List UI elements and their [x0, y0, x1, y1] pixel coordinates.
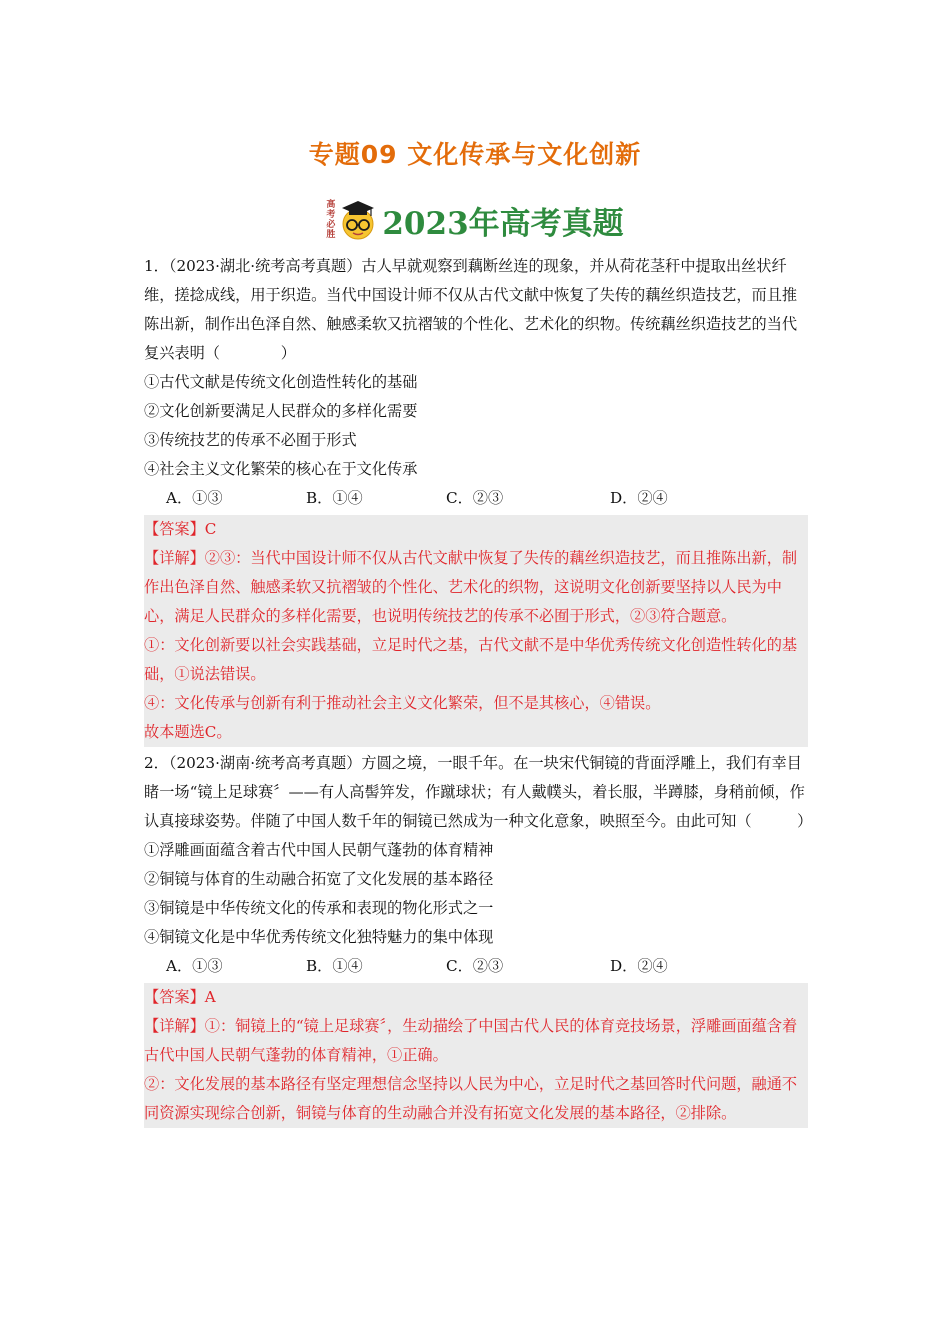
- explanation-paragraph: 【详解】②③：当代中国设计师不仅从古代文献中恢复了失传的藕丝织造技艺，而且推陈出新，制作出色泽自然、触感柔软又抗褶皱的个性化、艺术化的织物，这说明文化创新要坚持以人民为中心，满足人民群众的多样化需要，也说明传统技艺的传承不必囿于形式，②③符合题意。: [144, 549, 798, 625]
- explanation-paragraph: ④：文化传承与创新有利于推动社会主义文化繁荣，但不是其核心，④错误。: [144, 694, 661, 712]
- answer-options: [144, 484, 808, 513]
- choice-item: ④社会主义文化繁荣的核心在于文化传承: [144, 460, 418, 478]
- choice-item: ④铜镜文化是中华优秀传统文化独特魅力的集中体现: [144, 928, 494, 946]
- option-b: B．①④: [306, 489, 363, 507]
- exam-logo: [326, 198, 378, 242]
- choice-item: ③铜镜是中华传统文化的传承和表现的物化形式之一: [144, 899, 494, 917]
- option-d: D．②④: [610, 489, 668, 507]
- explanation-paragraph: ①：文化创新要以社会实践基础，立足时代之基，古代文献不是中华优秀传统文化创造性转化的基础，①说法错误。: [144, 636, 798, 683]
- question-stem: 1．（2023·湖北·统考高考真题）古人早就观察到藕断丝连的现象，并从荷花茎秆中提取出丝状纤维，搓捻成线，用于织造。当代中国设计师不仅从古代文献中恢复了失传的藕丝织造技艺，而且推陈出新，制作出色泽自然、触感柔软又抗褶皱的个性化、艺术化的织物。传统藕丝织造技艺的当代复兴表明（ ）: [144, 257, 798, 362]
- option-c: C．②③: [446, 489, 504, 507]
- answer-explanation-box: [144, 515, 808, 747]
- banner-heading: 2023年高考真题: [382, 205, 624, 242]
- question-list: [144, 252, 813, 1128]
- answer-explanation-box: [144, 983, 808, 1128]
- option-b: B．①④: [306, 957, 363, 975]
- option-d: D．②④: [610, 957, 668, 975]
- choice-item: ①古代文献是传统文化创造性转化的基础: [144, 373, 418, 391]
- question-2: [144, 749, 813, 1128]
- section-banner: [0, 192, 950, 248]
- choice-item: ①浮雕画面蕴含着古代中国人民朝气蓬勃的体育精神: [144, 841, 494, 859]
- scholar-icon: [338, 198, 378, 242]
- question-1: [144, 252, 808, 747]
- answer-line: 【答案】A: [144, 988, 216, 1006]
- answer-line: 【答案】C: [144, 520, 217, 538]
- question-stem: 2．（2023·湖南·统考高考真题）方圆之境，一眼千年。在一块宋代铜镜的背面浮雕上，我们有幸目睹一场“镜上足球赛〞——有人高髻笄发，作蹴球状；有人戴幞头，着长服，半蹲膝，身稍前倾，作认真接球姿势。伴随了中国人数千年的铜镜已然成为一种文化意象，映照至今。由此可知（ ）: [144, 754, 813, 830]
- explanation-paragraph: ②：文化发展的基本路径有坚定理想信念坚持以人民为中心，立足时代之基回答时代问题，融通不同资源实现综合创新，铜镜与体育的生动融合并没有拓宽文化发展的基本路径，②排除。: [144, 1075, 798, 1122]
- option-a: A．①③: [166, 957, 223, 975]
- option-c: C．②③: [446, 957, 504, 975]
- answer-options: [144, 952, 808, 981]
- explanation-paragraph: 【详解】①：铜镜上的“镜上足球赛〞，生动描绘了中国古代人民的体育竞技场景，浮雕画面蕴含着古代中国人民朝气蓬勃的体育精神，①正确。: [144, 1017, 798, 1064]
- explanation-paragraph: 故本题选C。: [144, 723, 232, 741]
- logo-text: 高 考 必 胜: [326, 200, 336, 240]
- choice-item: ③传统技艺的传承不必囿于形式: [144, 431, 357, 449]
- choice-item: ②文化创新要满足人民群众的多样化需要: [144, 402, 418, 420]
- option-a: A．①③: [166, 489, 223, 507]
- page-title: 专题09 文化传承与文化创新: [308, 140, 642, 169]
- choice-item: ②铜镜与体育的生动融合拓宽了文化发展的基本路径: [144, 870, 494, 888]
